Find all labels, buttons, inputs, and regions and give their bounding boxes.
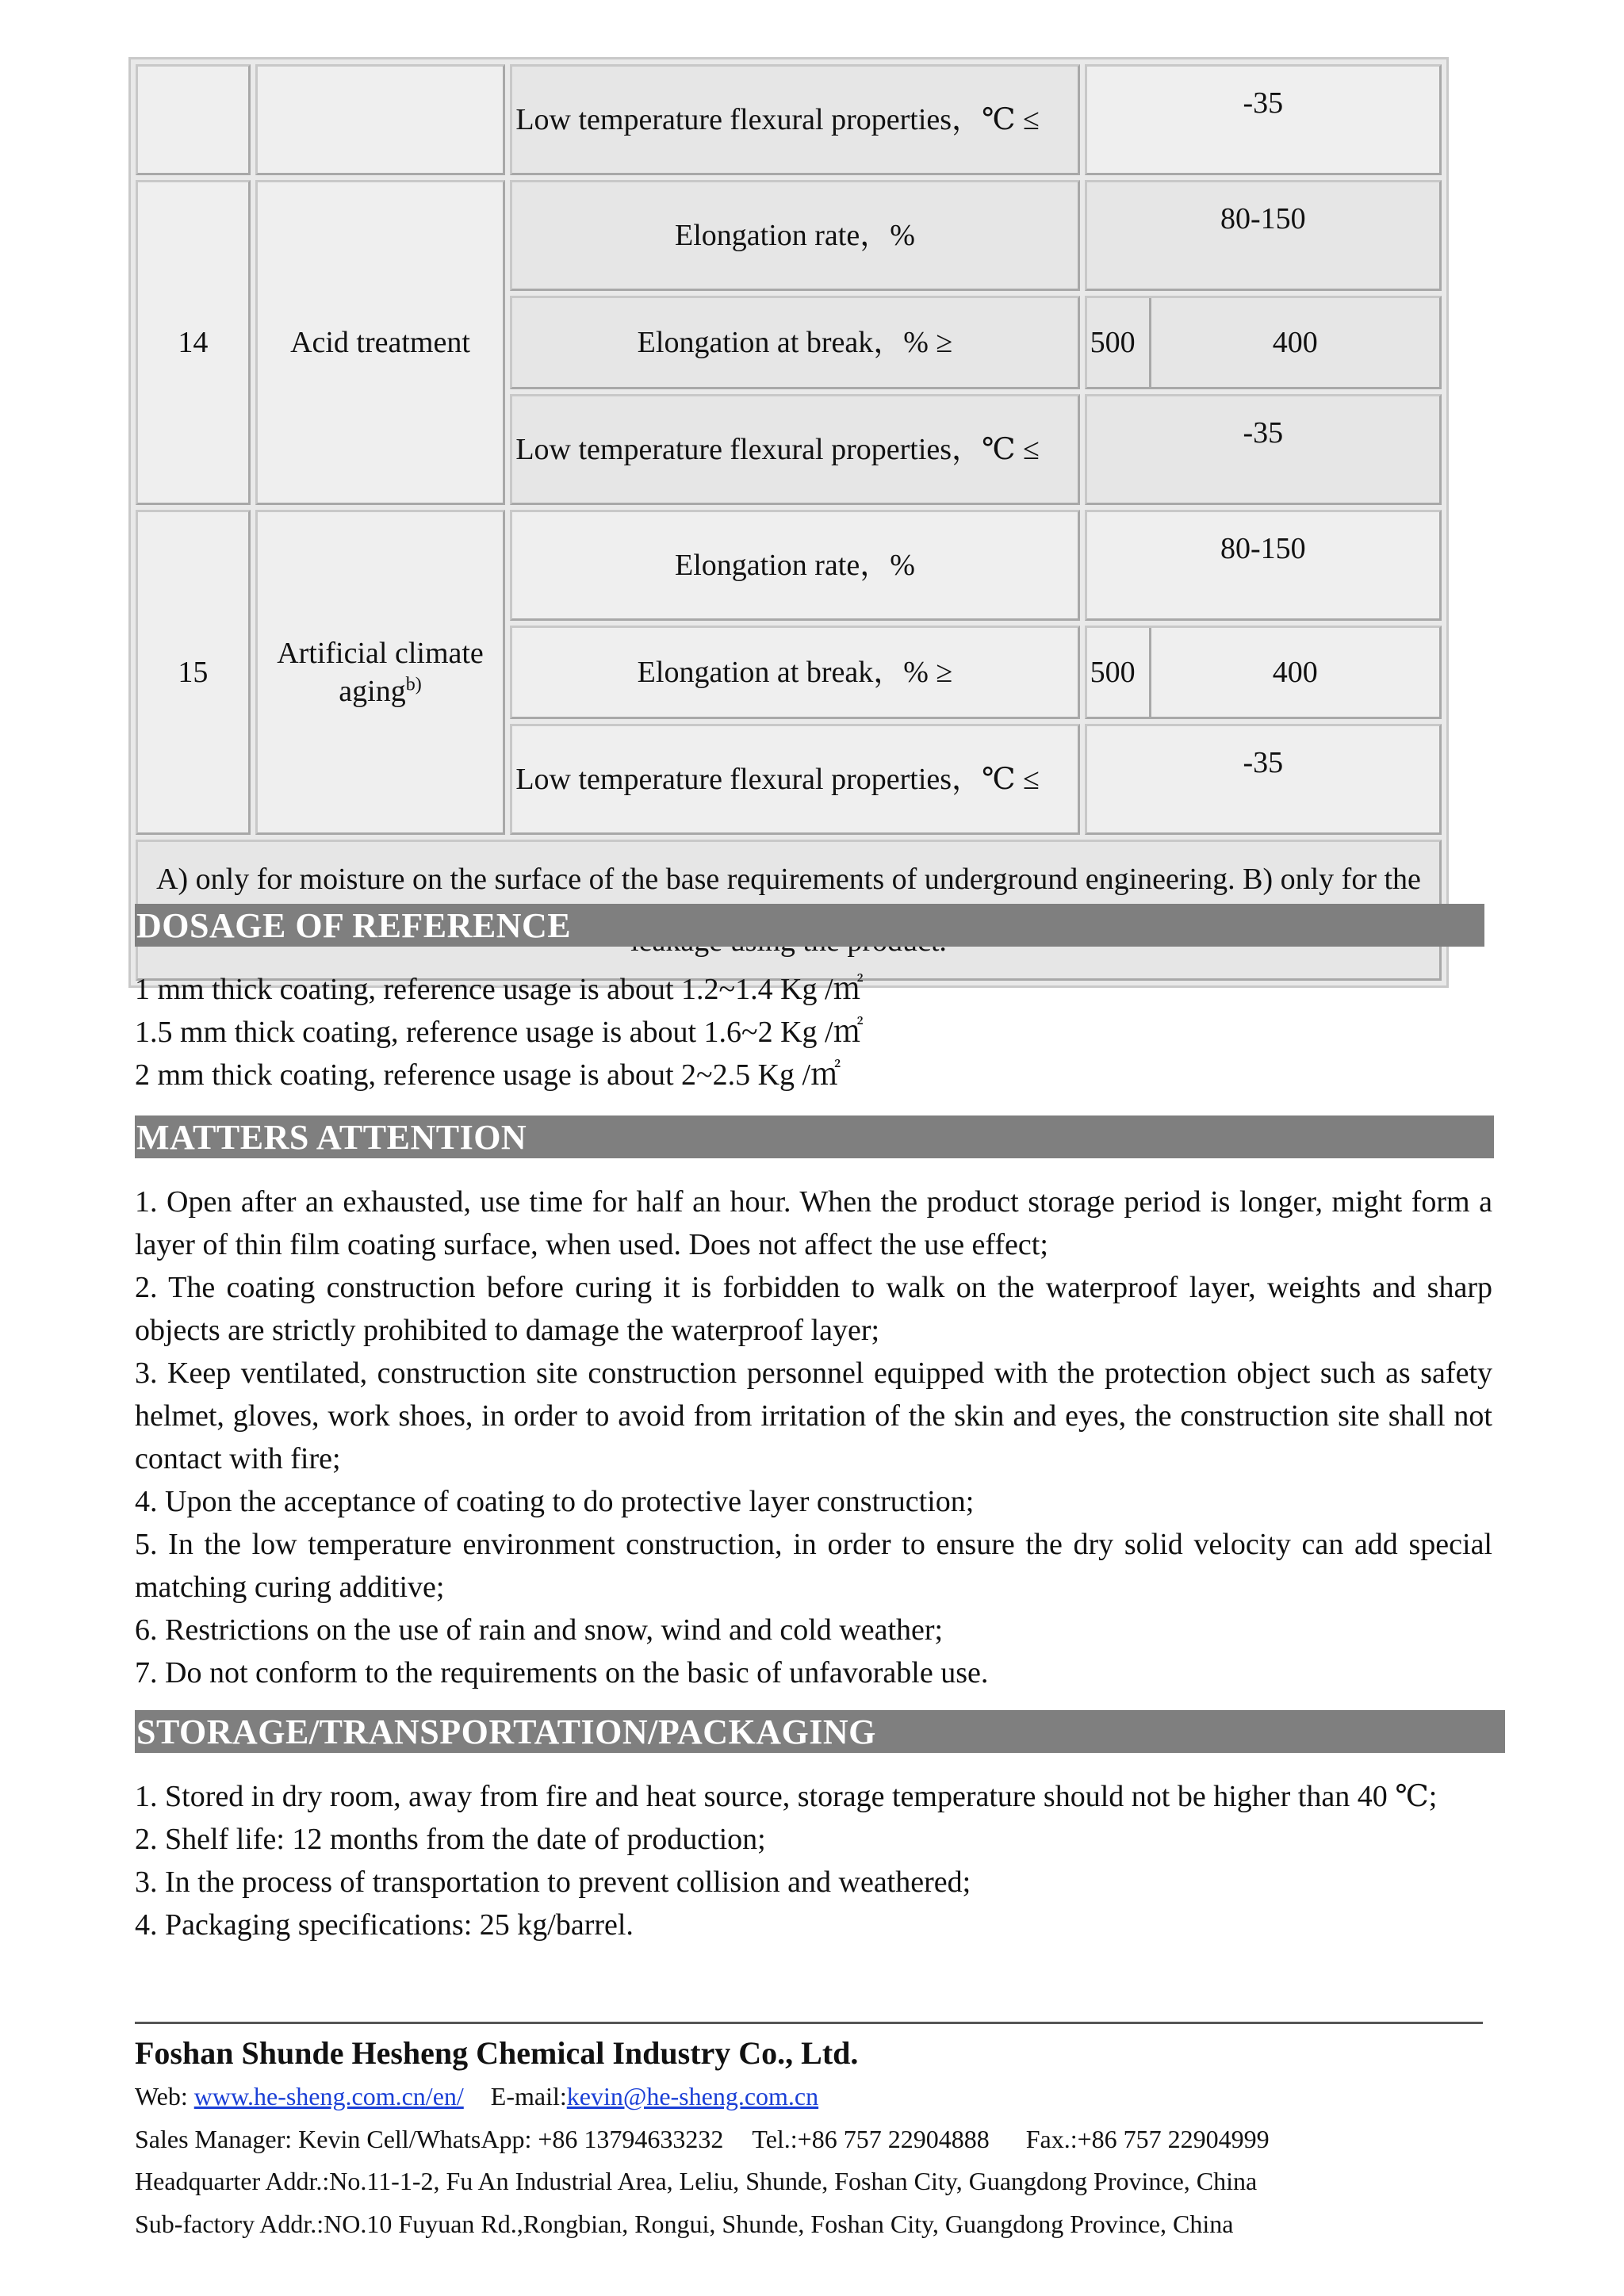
dosage-line: 1 mm thick coating, reference usage is about 1.2~1.4 Kg /㎡ <box>135 973 864 1006</box>
footer-contact-line <box>135 2122 1270 2156</box>
email-label: E-mail: <box>490 2082 567 2110</box>
value-cell: 80-150 <box>1085 180 1442 291</box>
value-cell: -35 <box>1085 394 1442 505</box>
value-cell-split <box>1085 626 1442 719</box>
item-name-line2: aging <box>339 675 406 708</box>
website-link[interactable]: www.he-sheng.com.cn/en/ <box>193 2082 464 2110</box>
table-cell-empty <box>255 64 506 175</box>
value-b: 400 <box>1272 326 1318 359</box>
attention-list <box>135 1181 1492 1694</box>
company-name: Foshan Shunde Hesheng Chemical Industry Co., Ltd. <box>135 2035 859 2071</box>
list-item: 2. Shelf life: 12 months from the date of production; <box>135 1823 766 1856</box>
footnote-mark: b) <box>405 674 422 695</box>
list-item: 3. In the process of transportation to prevent collision and weathered; <box>135 1866 971 1899</box>
property-cell: Low temperature flexural properties，℃ ≤ <box>510 394 1079 505</box>
list-item: 4. Packaging specifications: 25 kg/barrel. <box>135 1908 634 1942</box>
table-note: A) only for moisture on the surface of the base requirements of underground engineering. B) only for the <box>136 840 1442 981</box>
value-cell: -35 <box>1085 64 1442 175</box>
list-item: 4. Upon the acceptance of coating to do protective layer construction; <box>135 1485 975 1518</box>
list-item: 7. Do not conform to the requirements on the basic of unfavorable use. <box>135 1656 989 1689</box>
list-item: 6. Restrictions on the use of rain and snow, wind and cold weather; <box>135 1613 944 1647</box>
property-cell: Low temperature flexural properties，℃ ≤ <box>510 724 1079 835</box>
sales-contact: Sales Manager: Kevin Cell/WhatsApp: +86 13794633232 <box>135 2125 724 2153</box>
section-heading-dosage: DOSAGE OF REFERENCE <box>135 904 1484 947</box>
table-row <box>136 64 1442 175</box>
value-b: 400 <box>1272 656 1318 689</box>
item-number: 14 <box>136 180 251 505</box>
section-heading-storage: STORAGE/TRANSPORTATION/PACKAGING <box>135 1710 1505 1753</box>
properties-table <box>128 57 1449 988</box>
value-cell: -35 <box>1085 724 1442 835</box>
telephone: Tel.:+86 757 22904888 <box>752 2125 990 2153</box>
dosage-line: 1.5 mm thick coating, reference usage is about 1.6~2 Kg /㎡ <box>135 1016 864 1049</box>
item-name-line1: Artificial climate <box>277 637 484 670</box>
value-a: 500 <box>1087 298 1151 387</box>
subfactory-address: Sub-factory Addr.:NO.10 Fuyuan Rd.,Rongbian, Rongui, Shunde, Foshan City, Guangdong Province, China <box>135 2210 1234 2238</box>
item-number: 15 <box>136 510 251 835</box>
property-cell: Elongation at break，% ≥ <box>510 626 1079 719</box>
property-cell: Elongation at break，% ≥ <box>510 296 1079 389</box>
web-label: Web: <box>135 2082 194 2110</box>
list-item: 1. Stored in dry room, away from fire and heat source, storage temperature should not be higher than 40 ℃; <box>135 1780 1438 1813</box>
table-cell-empty <box>136 64 251 175</box>
footer-divider <box>135 2022 1483 2024</box>
headquarter-address: Headquarter Addr.:No.11-1-2, Fu An Industrial Area, Leliu, Shunde, Foshan City, Guangdong Province, China <box>135 2167 1258 2195</box>
fax: Fax.:+86 757 22904999 <box>1025 2125 1270 2153</box>
table-row <box>136 180 1442 291</box>
property-cell: Elongation rate，% <box>510 510 1079 621</box>
list-item: 2. The coating construction before curing it is forbidden to walk on the waterproof layer, weights and sharp objects are strictly prohibited to damage the waterproof layer; <box>135 1271 1492 1347</box>
property-cell: Low temperature flexural properties，℃ ≤ <box>510 64 1079 175</box>
dosage-line: 2 mm thick coating, reference usage is about 2~2.5 Kg /㎡ <box>135 1058 841 1092</box>
property-cell: Elongation rate，% <box>510 180 1079 291</box>
value-cell-split <box>1085 296 1442 389</box>
section-heading-attention: MATTERS ATTENTION <box>135 1115 1494 1158</box>
email-link[interactable]: kevin@he-sheng.com.cn <box>566 2082 819 2110</box>
dosage-list <box>135 968 1492 1096</box>
value-a: 500 <box>1087 628 1151 717</box>
list-item: 1. Open after an exhausted, use time for half an hour. When the product storage period is longer, might form a layer of thin film coating surface, when used. Does not affect the use effect; <box>135 1185 1492 1261</box>
item-name: Acid treatment <box>255 180 506 505</box>
list-item: 3. Keep ventilated, construction site construction personnel equipped with the protection object such as safety helmet, gloves, work shoes, in order to avoid from irritation of the skin and eyes, the construction site shall not contact with fire; <box>135 1357 1492 1475</box>
item-name <box>255 510 506 835</box>
list-item: 5. In the low temperature environment construction, in order to ensure the dry solid velocity can add special matching curing additive; <box>135 1528 1492 1604</box>
value-cell: 80-150 <box>1085 510 1442 621</box>
table-row <box>136 510 1442 621</box>
storage-list <box>135 1775 1492 1946</box>
footer-web-line <box>135 2079 818 2114</box>
